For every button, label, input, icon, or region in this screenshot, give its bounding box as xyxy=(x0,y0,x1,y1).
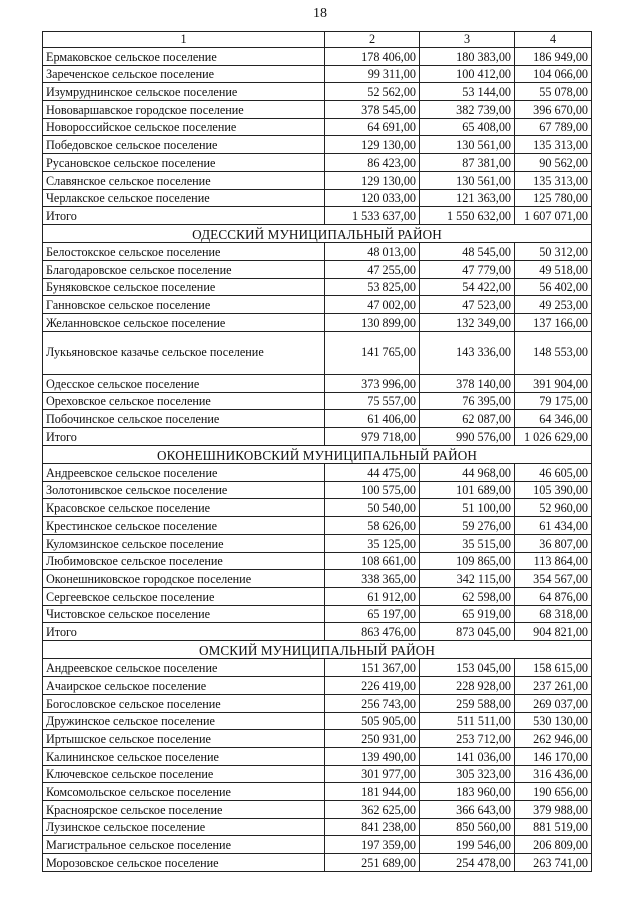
table-row xyxy=(43,296,592,314)
amount-cell: 105 390,00 xyxy=(515,481,592,499)
settlement-name-cell: Побочинское сельское поселение xyxy=(43,410,325,428)
table-row xyxy=(43,694,592,712)
table-row xyxy=(43,587,592,605)
table-row xyxy=(43,783,592,801)
amount-cell: 396 670,00 xyxy=(515,101,592,119)
settlement-name-cell: Любимовское сельское поселение xyxy=(43,552,325,570)
amount-cell: 135 313,00 xyxy=(515,171,592,189)
table-row xyxy=(43,101,592,119)
amount-cell: 46 605,00 xyxy=(515,464,592,482)
amount-cell: 36 807,00 xyxy=(515,534,592,552)
budget-table xyxy=(42,31,592,872)
settlement-name-cell: Крестинское сельское поселение xyxy=(43,517,325,535)
settlement-name-cell: Оконешниковское городское поселение xyxy=(43,570,325,588)
amount-cell: 87 381,00 xyxy=(420,154,515,172)
amount-cell: 151 367,00 xyxy=(325,659,420,677)
settlement-name-cell: Калининское сельское поселение xyxy=(43,747,325,765)
amount-cell: 65 197,00 xyxy=(325,605,420,623)
table-row xyxy=(43,48,592,66)
settlement-name-cell: Золотонивское сельское поселение xyxy=(43,481,325,499)
amount-cell: 259 588,00 xyxy=(420,694,515,712)
table-row xyxy=(43,712,592,730)
table-row xyxy=(43,836,592,854)
amount-cell: 338 365,00 xyxy=(325,570,420,588)
table-row xyxy=(43,118,592,136)
amount-cell: 378 140,00 xyxy=(420,374,515,392)
amount-cell: 141 036,00 xyxy=(420,747,515,765)
settlement-name-cell: Ганновское сельское поселение xyxy=(43,296,325,314)
table-row xyxy=(43,552,592,570)
amount-cell: 129 130,00 xyxy=(325,171,420,189)
settlement-name-cell: Лукьяновское казачье сельское поселение xyxy=(43,331,325,374)
table-row xyxy=(43,261,592,279)
amount-cell: 379 988,00 xyxy=(515,800,592,818)
amount-cell: 979 718,00 xyxy=(325,427,420,445)
amount-cell: 100 412,00 xyxy=(420,65,515,83)
amount-cell: 99 311,00 xyxy=(325,65,420,83)
amount-cell: 183 960,00 xyxy=(420,783,515,801)
district-heading-row xyxy=(43,640,592,659)
table-row xyxy=(43,570,592,588)
settlement-name-cell: Ермаковское сельское поселение xyxy=(43,48,325,66)
amount-cell: 50 540,00 xyxy=(325,499,420,517)
amount-cell: 153 045,00 xyxy=(420,659,515,677)
district-heading-row xyxy=(43,445,592,464)
amount-cell: 121 363,00 xyxy=(420,189,515,207)
table-row xyxy=(43,747,592,765)
settlement-name-cell: Магистральное сельское поселение xyxy=(43,836,325,854)
amount-cell: 104 066,00 xyxy=(515,65,592,83)
amount-cell: 237 261,00 xyxy=(515,677,592,695)
table-row xyxy=(43,392,592,410)
amount-cell: 354 567,00 xyxy=(515,570,592,588)
table-row xyxy=(43,800,592,818)
total-row xyxy=(43,427,592,445)
amount-cell: 132 349,00 xyxy=(420,314,515,332)
amount-cell: 505 905,00 xyxy=(325,712,420,730)
amount-cell: 130 561,00 xyxy=(420,136,515,154)
amount-cell: 881 519,00 xyxy=(515,818,592,836)
amount-cell: 55 078,00 xyxy=(515,83,592,101)
amount-cell: 253 712,00 xyxy=(420,730,515,748)
amount-cell: 137 166,00 xyxy=(515,314,592,332)
district-heading: ОМСКИЙ МУНИЦИПАЛЬНЫЙ РАЙОН xyxy=(43,640,592,659)
amount-cell: 129 130,00 xyxy=(325,136,420,154)
amount-cell: 382 739,00 xyxy=(420,101,515,119)
amount-cell: 59 276,00 xyxy=(420,517,515,535)
amount-cell: 90 562,00 xyxy=(515,154,592,172)
amount-cell: 79 175,00 xyxy=(515,392,592,410)
amount-cell: 1 533 637,00 xyxy=(325,207,420,225)
settlement-name-cell: Чистовское сельское поселение xyxy=(43,605,325,623)
amount-cell: 51 100,00 xyxy=(420,499,515,517)
amount-cell: 391 904,00 xyxy=(515,374,592,392)
amount-cell: 64 876,00 xyxy=(515,587,592,605)
table-row xyxy=(43,189,592,207)
column-header: 3 xyxy=(420,32,515,48)
column-header: 2 xyxy=(325,32,420,48)
amount-cell: 53 825,00 xyxy=(325,278,420,296)
settlement-name-cell: Итого xyxy=(43,427,325,445)
table-row xyxy=(43,481,592,499)
page-number: 18 xyxy=(313,6,327,21)
settlement-name-cell: Богословское сельское поселение xyxy=(43,694,325,712)
amount-cell: 44 968,00 xyxy=(420,464,515,482)
amount-cell: 863 476,00 xyxy=(325,623,420,641)
settlement-name-cell: Иртышское сельское поселение xyxy=(43,730,325,748)
table-row xyxy=(43,765,592,783)
settlement-name-cell: Благодаровское сельское поселение xyxy=(43,261,325,279)
settlement-name-cell: Буняковское сельское поселение xyxy=(43,278,325,296)
amount-cell: 47 779,00 xyxy=(420,261,515,279)
district-heading: ОДЕССКИЙ МУНИЦИПАЛЬНЫЙ РАЙОН xyxy=(43,224,592,243)
table-row xyxy=(43,818,592,836)
amount-cell: 305 323,00 xyxy=(420,765,515,783)
amount-cell: 1 550 632,00 xyxy=(420,207,515,225)
amount-cell: 65 919,00 xyxy=(420,605,515,623)
amount-cell: 190 656,00 xyxy=(515,783,592,801)
settlement-name-cell: Ореховское сельское поселение xyxy=(43,392,325,410)
amount-cell: 100 575,00 xyxy=(325,481,420,499)
amount-cell: 61 406,00 xyxy=(325,410,420,428)
settlement-name-cell: Победовское сельское поселение xyxy=(43,136,325,154)
amount-cell: 180 383,00 xyxy=(420,48,515,66)
amount-cell: 269 037,00 xyxy=(515,694,592,712)
amount-cell: 49 253,00 xyxy=(515,296,592,314)
table-row xyxy=(43,659,592,677)
settlement-name-cell: Одесское сельское поселение xyxy=(43,374,325,392)
table-row xyxy=(43,314,592,332)
amount-cell: 76 395,00 xyxy=(420,392,515,410)
amount-cell: 47 523,00 xyxy=(420,296,515,314)
table-row xyxy=(43,136,592,154)
amount-cell: 109 865,00 xyxy=(420,552,515,570)
amount-cell: 228 928,00 xyxy=(420,677,515,695)
table-row xyxy=(43,534,592,552)
amount-cell: 141 765,00 xyxy=(325,331,420,374)
amount-cell: 54 422,00 xyxy=(420,278,515,296)
amount-cell: 68 318,00 xyxy=(515,605,592,623)
amount-cell: 143 336,00 xyxy=(420,331,515,374)
amount-cell: 101 689,00 xyxy=(420,481,515,499)
settlement-name-cell: Зареченское сельское поселение xyxy=(43,65,325,83)
amount-cell: 48 013,00 xyxy=(325,243,420,261)
total-row xyxy=(43,623,592,641)
amount-cell: 35 515,00 xyxy=(420,534,515,552)
amount-cell: 64 346,00 xyxy=(515,410,592,428)
amount-cell: 113 864,00 xyxy=(515,552,592,570)
amount-cell: 250 931,00 xyxy=(325,730,420,748)
settlement-name-cell: Андреевское сельское поселение xyxy=(43,659,325,677)
amount-cell: 56 402,00 xyxy=(515,278,592,296)
amount-cell: 108 661,00 xyxy=(325,552,420,570)
table-row xyxy=(43,154,592,172)
amount-cell: 135 313,00 xyxy=(515,136,592,154)
amount-cell: 366 643,00 xyxy=(420,800,515,818)
amount-cell: 48 545,00 xyxy=(420,243,515,261)
amount-cell: 62 087,00 xyxy=(420,410,515,428)
amount-cell: 181 944,00 xyxy=(325,783,420,801)
amount-cell: 256 743,00 xyxy=(325,694,420,712)
amount-cell: 47 002,00 xyxy=(325,296,420,314)
settlement-name-cell: Черлакское сельское поселение xyxy=(43,189,325,207)
table-row xyxy=(43,410,592,428)
amount-cell: 50 312,00 xyxy=(515,243,592,261)
amount-cell: 120 033,00 xyxy=(325,189,420,207)
amount-cell: 148 553,00 xyxy=(515,331,592,374)
total-row xyxy=(43,207,592,225)
table-row xyxy=(43,83,592,101)
settlement-name-cell: Ключевское сельское поселение xyxy=(43,765,325,783)
settlement-name-cell: Новороссийское сельское поселение xyxy=(43,118,325,136)
settlement-name-cell: Славянское сельское поселение xyxy=(43,171,325,189)
table-row xyxy=(43,374,592,392)
amount-cell: 52 960,00 xyxy=(515,499,592,517)
settlement-name-cell: Красовское сельское поселение xyxy=(43,499,325,517)
amount-cell: 904 821,00 xyxy=(515,623,592,641)
amount-cell: 49 518,00 xyxy=(515,261,592,279)
amount-cell: 65 408,00 xyxy=(420,118,515,136)
amount-cell: 61 434,00 xyxy=(515,517,592,535)
amount-cell: 990 576,00 xyxy=(420,427,515,445)
settlement-name-cell: Сергеевское сельское поселение xyxy=(43,587,325,605)
amount-cell: 86 423,00 xyxy=(325,154,420,172)
settlement-name-cell: Дружинское сельское поселение xyxy=(43,712,325,730)
table-row xyxy=(43,65,592,83)
amount-cell: 130 561,00 xyxy=(420,171,515,189)
amount-cell: 362 625,00 xyxy=(325,800,420,818)
amount-cell: 139 490,00 xyxy=(325,747,420,765)
table-row xyxy=(43,464,592,482)
column-header-row xyxy=(43,32,592,48)
settlement-name-cell: Ачаирское сельское поселение xyxy=(43,677,325,695)
amount-cell: 178 406,00 xyxy=(325,48,420,66)
settlement-name-cell: Русановское сельское поселение xyxy=(43,154,325,172)
settlement-name-cell: Куломзинское сельское поселение xyxy=(43,534,325,552)
amount-cell: 130 899,00 xyxy=(325,314,420,332)
district-heading: ОКОНЕШНИКОВСКИЙ МУНИЦИПАЛЬНЫЙ РАЙОН xyxy=(43,445,592,464)
amount-cell: 1 607 071,00 xyxy=(515,207,592,225)
settlement-name-cell: Белостокское сельское поселение xyxy=(43,243,325,261)
amount-cell: 35 125,00 xyxy=(325,534,420,552)
amount-cell: 58 626,00 xyxy=(325,517,420,535)
amount-cell: 67 789,00 xyxy=(515,118,592,136)
budget-table-body xyxy=(43,32,592,872)
column-header: 4 xyxy=(515,32,592,48)
amount-cell: 301 977,00 xyxy=(325,765,420,783)
amount-cell: 254 478,00 xyxy=(420,854,515,872)
amount-cell: 62 598,00 xyxy=(420,587,515,605)
amount-cell: 158 615,00 xyxy=(515,659,592,677)
amount-cell: 44 475,00 xyxy=(325,464,420,482)
amount-cell: 47 255,00 xyxy=(325,261,420,279)
table-row xyxy=(43,243,592,261)
amount-cell: 850 560,00 xyxy=(420,818,515,836)
settlement-name-cell: Итого xyxy=(43,207,325,225)
amount-cell: 530 130,00 xyxy=(515,712,592,730)
settlement-name-cell: Комсомольское сельское поселение xyxy=(43,783,325,801)
amount-cell: 316 436,00 xyxy=(515,765,592,783)
settlement-name-cell: Лузинское сельское поселение xyxy=(43,818,325,836)
amount-cell: 186 949,00 xyxy=(515,48,592,66)
settlement-name-cell: Нововаршавское городское поселение xyxy=(43,101,325,119)
table-row xyxy=(43,677,592,695)
settlement-name-cell: Итого xyxy=(43,623,325,641)
amount-cell: 206 809,00 xyxy=(515,836,592,854)
amount-cell: 262 946,00 xyxy=(515,730,592,748)
amount-cell: 226 419,00 xyxy=(325,677,420,695)
table-row xyxy=(43,499,592,517)
amount-cell: 263 741,00 xyxy=(515,854,592,872)
amount-cell: 75 557,00 xyxy=(325,392,420,410)
amount-cell: 61 912,00 xyxy=(325,587,420,605)
settlement-name-cell: Красноярское сельское поселение xyxy=(43,800,325,818)
table-row xyxy=(43,331,592,374)
amount-cell: 511 511,00 xyxy=(420,712,515,730)
settlement-name-cell: Желанновское сельское поселение xyxy=(43,314,325,332)
amount-cell: 52 562,00 xyxy=(325,83,420,101)
settlement-name-cell: Андреевское сельское поселение xyxy=(43,464,325,482)
table-row xyxy=(43,278,592,296)
amount-cell: 841 238,00 xyxy=(325,818,420,836)
amount-cell: 373 996,00 xyxy=(325,374,420,392)
column-header: 1 xyxy=(43,32,325,48)
table-row xyxy=(43,730,592,748)
district-heading-row xyxy=(43,224,592,243)
amount-cell: 199 546,00 xyxy=(420,836,515,854)
amount-cell: 125 780,00 xyxy=(515,189,592,207)
amount-cell: 197 359,00 xyxy=(325,836,420,854)
amount-cell: 342 115,00 xyxy=(420,570,515,588)
amount-cell: 53 144,00 xyxy=(420,83,515,101)
amount-cell: 873 045,00 xyxy=(420,623,515,641)
amount-cell: 378 545,00 xyxy=(325,101,420,119)
amount-cell: 1 026 629,00 xyxy=(515,427,592,445)
amount-cell: 146 170,00 xyxy=(515,747,592,765)
table-row xyxy=(43,605,592,623)
settlement-name-cell: Морозовское сельское поселение xyxy=(43,854,325,872)
amount-cell: 64 691,00 xyxy=(325,118,420,136)
table-row xyxy=(43,854,592,872)
table-row xyxy=(43,517,592,535)
settlement-name-cell: Изумруднинское сельское поселение xyxy=(43,83,325,101)
table-row xyxy=(43,171,592,189)
amount-cell: 251 689,00 xyxy=(325,854,420,872)
